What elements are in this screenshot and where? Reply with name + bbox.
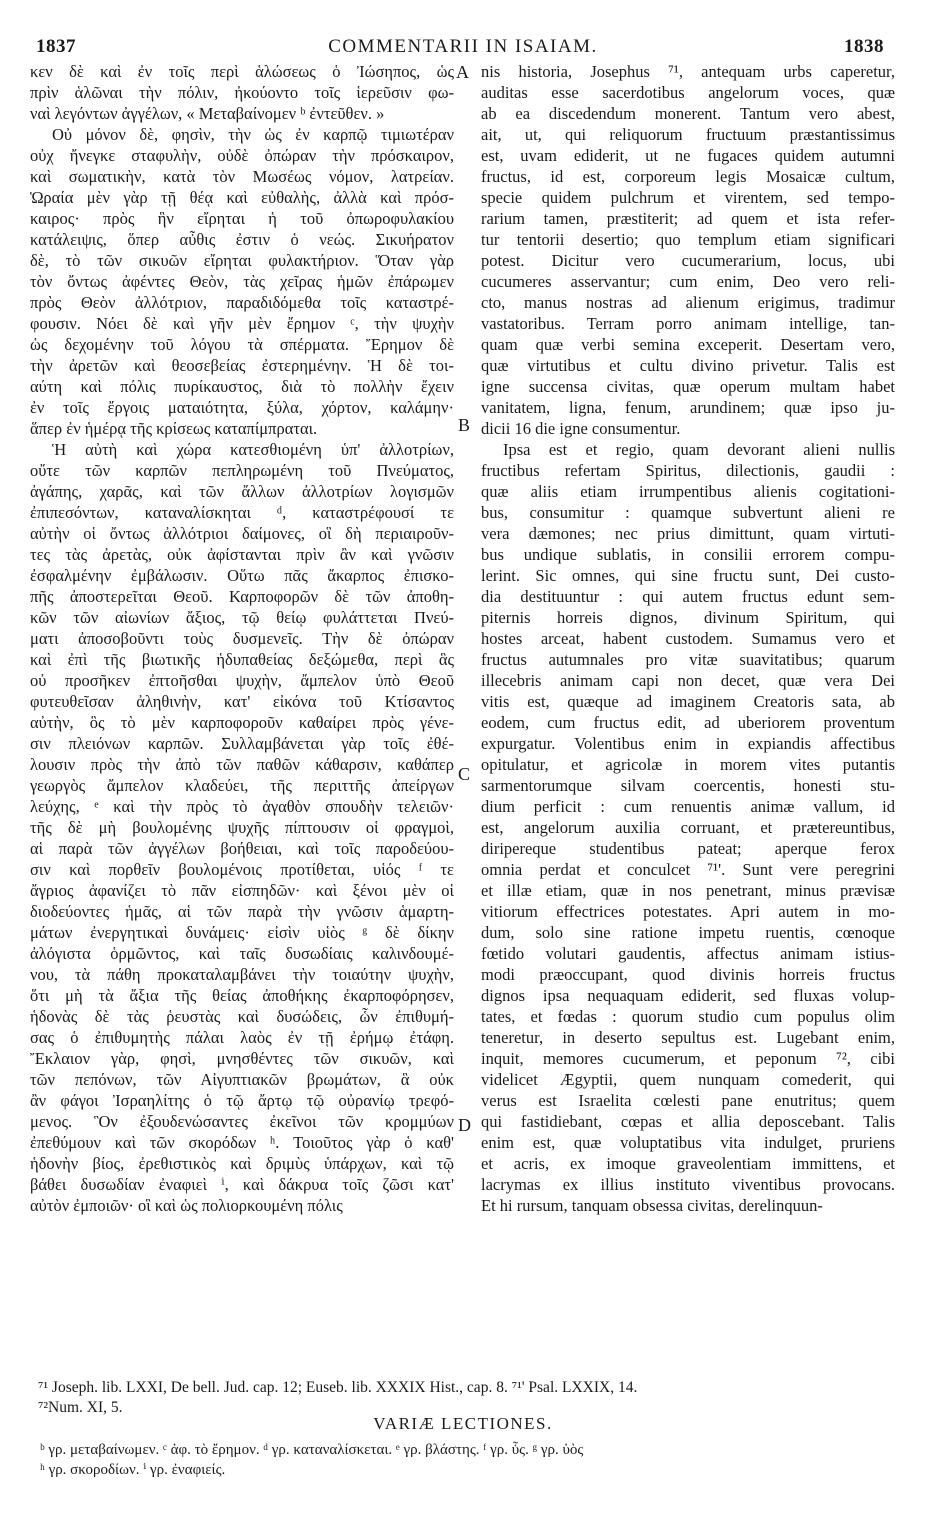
text-line: enim est, quæ voluptatibus vita indulget, pruriens [481, 1133, 895, 1152]
text-line: fœtido volutari gaudentis, affectus animam istius- [481, 944, 895, 963]
text-line: et illæ etiam, quæ in nos penetrant, minus prævisæ [481, 881, 895, 900]
text-line: quæ aliis etiam irrumpentibus alienis cogitationi- [481, 482, 895, 501]
text-line: πρὶν ἁλῶναι τὴν πόλιν, ἠκούοντο τοῖς ἱερεῦσιν φω- [30, 83, 454, 102]
text-line: πρὸς Θεὸν ἀλλότριον, παραδιδόμεθα τοῖς καταστρέ- [30, 293, 454, 312]
text-line: verus est Israelita cœlesti pane enutritus; quem [481, 1091, 895, 1110]
text-line: Ἔκλαιον γὰρ, φησὶ, μνησθέντες τῶν σικυῶν, καὶ [30, 1049, 454, 1068]
text-line: lacrymas ex illius instituto viventibus provocans. [481, 1175, 895, 1194]
text-line: αύτη καὶ πόλις πυρίκαυστος, διὰ τὸ πολλὴν ἔχειν [30, 377, 454, 396]
text-line: ματι ἀποσοβοῦντι τοὺς δυσμενεῖς. Τὴν δὲ ὀπώραν [30, 629, 454, 648]
variant-line: ʰ γρ. σκοροδίων. ⁱ γρ. ἐναφιείς. [40, 1462, 226, 1478]
text-line: vera dæmones; nec prius dimittunt, quam virtuti- [481, 524, 895, 543]
text-line: Ἡ αὐτὴ καὶ χώρα κατεσθιομένη ὑπ' ἀλλοτρίων, [52, 440, 454, 459]
text-line: quam quæ verbi semina exceperit. Desertam vero, [481, 335, 895, 354]
text-line: καὶ σωματικὴν, κατὰ τὸν Μωσέως νόμον, λατρείαν. [30, 167, 454, 186]
margin-marker-a: A [456, 62, 469, 82]
text-line: nis historia, Josephus ⁷¹, antequam urbs caperetur, [481, 62, 895, 81]
text-line: dicii 16 die igne consumentur. [481, 419, 681, 438]
text-line: τὸν ὄντως ἀφέντες Θεὸν, τὰς χεῖρας ἡμῶν ἐπάρωμεν [30, 272, 454, 291]
text-line: Et hi rursum, tanquam obsessa civitas, derelinquun- [481, 1196, 823, 1215]
text-line: teneretur, in deserto sepultus est. Lugebant enim, [481, 1028, 895, 1047]
text-line: bus undique sublatis, in consilii errorem compu- [481, 545, 895, 564]
text-line: videlicet Ægyptii, quem nunquam comederit, qui [481, 1070, 895, 1089]
text-line: ἡδονὰς δὲ τὰς ῥευστὰς καὶ δυσώδεις, ὧν ἐπιθυμή- [30, 1007, 454, 1026]
text-line: ait, ut, qui reliquorum fructuum præstantissimus [481, 125, 895, 144]
text-line: ἐπεθύμουν καὶ τῶν σκορόδων ʰ. Τοιοῦτος γὰρ ὁ καθ' [30, 1133, 454, 1152]
variae-lectiones [40, 1440, 896, 1480]
text-line: fructus autumnales pro vitæ suavitatibus; quarum [481, 650, 895, 669]
text-line: specie quidem pulchrum et virentem, sed tempo- [481, 188, 895, 207]
text-line: qui fastidiebant, cœpas et allia deposcebant. Talis [481, 1112, 895, 1131]
footnote-line: ⁷¹ Joseph. lib. LXXI, De bell. Jud. cap. 12; Euseb. lib. XXXIX Hist., cap. 8. ⁷¹' Psal. LXXIX, 14. [38, 1379, 638, 1396]
text-line: piternis horreis dignos, divinum Spiritum, qui [481, 608, 895, 627]
text-line: eodem, cum fructus edit, ad uberiorem proventum [481, 713, 895, 732]
text-line: dum, solo sine ratione impetu ruentis, cœnoque [481, 923, 895, 942]
text-line: inquit, memores cucumerum, et peponum ⁷², cibi [481, 1049, 895, 1068]
text-line: lerint. Sic omnes, qui sine fructu sunt, Dei custo- [481, 566, 895, 585]
text-line: δὲ, τὸ τῶν σικυῶν εἴρηται φυλακτήριον. Ὅταν γὰρ [30, 251, 454, 270]
text-line: τῆς δὲ μὴ βουλομένης ψυχῆς πίπτουσιν οἱ φραγμοὶ, [30, 818, 454, 837]
text-line: σιν καὶ πορθεῖν βουλομένοις προτίθεται, υἱός ᶠ τε [30, 860, 454, 879]
text-line: νου, τὰ πάθη προκαταλαμβάνει τὴν τοιαύτην ψυχὴν, [30, 965, 454, 984]
text-line: sarmentorumque silvam coercentis, honesti stu- [481, 776, 895, 795]
text-line: λουσιν πρὸς τὴν ἀπὸ τῶν παθῶν κάθαρσιν, καθάπερ [30, 755, 454, 774]
text-line: tur tentorii desertio; quo templum etiam significari [481, 230, 895, 249]
text-line: σιν πλειόνων καρπῶν. Συλλαμβάνεται γὰρ τοῖς ἐθέ- [30, 734, 454, 753]
text-line: οὐχ ἤνεγκε σταφυλὴν, οὐδὲ ὀπώραν τὴν πρόσκαιρον, [30, 146, 454, 165]
footnote-line: ⁷²Num. XI, 5. [38, 1399, 123, 1416]
text-line: αὐτὴν, ὃς τὸ μὲν καρποφοροῦν καθαίρει πρὸς γένε- [30, 713, 454, 732]
running-title: COMMENTARII IN ISAIAM. [328, 36, 598, 57]
text-line: μενος. Ὃν ἐξουδενώσαντες ἐκεῖνοι τῶν κρομμύων [30, 1112, 454, 1131]
text-line: auditas esse sacerdotibus angelorum voces, quæ [481, 83, 895, 102]
text-line: διοδεύοντες ἡμᾶς, αἱ τῶν παρὰ τὴν γνῶσιν ἁμαρτη- [30, 902, 454, 921]
text-line: illecebris animam capi non decet, quæ vera Dei [481, 671, 895, 690]
text-line: fructibus refertam Spiritus, dilectionis, gaudii : [481, 461, 895, 480]
page-number-left: 1837 [36, 36, 76, 57]
text-line: μάτων ἐνεργητικαὶ δυνάμεις· εἰσὶν υἱὸς ᵍ δὲ δίκην [30, 923, 454, 942]
variant-line: ᵇ γρ. μεταβαίνωμεν. ᶜ ἀφ. τὸ ἔρημον. ᵈ γρ. καταναλίσκεται. ᵉ γρ. βλάστης. ᶠ γρ. ὗς. ᵍ γρ. ὑὸς [40, 1442, 584, 1458]
text-line: αὐτὴν οἱ ὄντως ἀλλότριοι δαίμονες, οἳ δὴ περιαιροῦν- [30, 524, 454, 543]
text-line: ἀλόγιστα ὁρμῶντος, καὶ ταῖς δυσωδίαις καλινδουμέ- [30, 944, 454, 963]
text-line: ἐπιπεσόντων, καταναλίσκηται ᵈ, καταστρέφουσί τε [30, 503, 454, 522]
text-line: ἂν φάγοι Ἰσραηλίτης ὁ τῷ ἄρτῳ τῷ οὐρανίῳ τρεφό- [30, 1091, 454, 1110]
text-line: cucumeres asservantur; cum enim, Deo vero reli- [481, 272, 895, 291]
text-line: bus, consumitur : quamque subvertunt alieni re [481, 503, 895, 522]
text-line: κεν δὲ καὶ ἐν τοῖς περὶ ἁλώσεως ὁ Ἰώσηπος, ὡς [30, 62, 454, 81]
footnotes [38, 1378, 896, 1418]
text-line: ἄγριος ἀφανίζει τὸ πᾶν εἰσπηδῶν· καὶ ξένοι μὲν οἱ [30, 881, 454, 900]
text-line: cto, manus nostras ad alienum erigimus, tradimur [481, 293, 895, 312]
text-line: omnia perdat et conculcet ⁷¹'. Sunt vere peregrini [481, 860, 895, 879]
text-line: et acris, ex imoque graveolentiam immittens, et [481, 1154, 895, 1173]
text-line: ἅπερ ἐν ἡμέρᾳ τῆς κρίσεως καταπίμπραται. [30, 419, 318, 438]
text-line: dium perficit : cum renuentis animæ vallum, id [481, 797, 895, 816]
text-line: σας ὁ ἐπιθυμητὴς πάλαι λαὸς ἐν τῇ ἐρήμῳ ἐτάφη. [30, 1028, 454, 1047]
latin-text-column [481, 61, 895, 1216]
text-line: ὡς δεχομένην τοῦ λόγου τὰ σπέρματα. Ἔρημον δὲ [30, 335, 454, 354]
text-line: quæ virtutibus et cultu divino privetur. Talis est [481, 356, 895, 375]
text-line: est, uvam ediderit, ut ne fugaces quidem autumni [481, 146, 895, 165]
text-line: τῶν πεπόνων, τῶν Αἰγυπτιακῶν βρωμάτων, ἃ οὐκ [30, 1070, 454, 1089]
text-line: οὐ προσῆκεν ἐπτοῆσθαι ψυχὴν, ἄμπελον ὑπὸ Θεοῦ [30, 671, 454, 690]
text-line: hostes arceat, habent custodem. Sumamus vero et [481, 629, 895, 648]
text-line: ἡδονὴν βίος, ἐρεθιστικὸς καὶ δριμὺς ὑπάρχων, καὶ τῷ [30, 1154, 454, 1173]
text-line: rarium tamen, præstiterit; ad quem et ista refer- [481, 209, 895, 228]
text-line: ἀγάπης, χαρᾶς, καὶ τῶν ἄλλων ἀλλοτρίων λογισμῶν [30, 482, 454, 501]
text-line: κατάλειψις, ὅπερ αὖθις ἐστιν ὁ νεώς. Σικυήρατον [30, 230, 454, 249]
text-line: καιρος· πρὸς ἣν εἴρηται ἡ τοῦ ὀπωροφυλακίου [30, 209, 454, 228]
text-line: φουσιν. Νόει δὲ καὶ γῆν μὲν ἔρημον ᶜ, τὴν ψυχὴν [30, 314, 454, 333]
text-line: Ὡραία μὲν γὰρ τῇ θέᾳ καὶ εὐθαλὴς, ἀλλὰ καὶ πρόσ- [30, 188, 454, 207]
text-line: vitis est, quæque ad imaginem Creatoris sata, ab [481, 692, 895, 711]
text-line: ἐσφαλμένην ἐμβάλωσιν. Οὕτω πᾶς ἄκαρπος ἐπισκο- [30, 566, 454, 585]
text-line: τὴν ἀρετῶν καὶ θεοσεβείας ἐστερημένην. Ἡ δὲ τοι- [30, 356, 454, 375]
text-line: potest. Dicitur vero cucumerarium, locus, ubi [481, 251, 895, 270]
text-line: γεωργὸς ἄμπελον κλαδεύει, τῆς περιττῆς ἀπείργων [30, 776, 454, 795]
text-line: αἱ παρὰ τῶν ἀγγέλων βοήθειαι, καὶ τοῖς παροδεύου- [30, 839, 454, 858]
text-line: λεύχης, ᵉ καὶ τὴν πρὸς τὸ ἀγαθὸν σπουδὴν τελειῶν· [30, 797, 454, 816]
margin-marker-d: D [458, 1115, 471, 1135]
text-line: opitulatur, et agricolæ in morem vites putantis [481, 755, 895, 774]
margin-marker-c: C [458, 764, 471, 784]
text-line: αὐτὸν ἐμποιῶν· οἳ καὶ ὡς πολιορκουμένη πόλις [30, 1196, 343, 1215]
text-line: est, angelorum auxilia corruant, et prætereuntibus, [481, 818, 895, 837]
text-line: τες τὰς ἀρετὰς, οὐκ ἀφίστανται πρὶν ἂν καὶ γνῶσιν [30, 545, 454, 564]
text-line: dignos ipsa nequaquam ediderit, sed fluxas volup- [481, 986, 895, 1005]
text-line: diripereque studentibus pateat; aperque ferox [481, 839, 895, 858]
text-line: tates, et fœdas : quorum studio cum populus olim [481, 1007, 895, 1026]
text-line: Οὐ μόνον δὲ, φησὶν, τὴν ὡς ἐν καρπῷ τιμιωτέραν [52, 125, 454, 144]
text-line: vitiorum effectrices potestates. Apri autem in mo- [481, 902, 895, 921]
page-header [0, 0, 926, 60]
margin-marker-b: B [458, 415, 471, 435]
text-line: βάθει δυσωδίαν ἐναφιεὶ ⁱ, καὶ δάκρυα τοῖς ζῶσι κατ' [30, 1175, 454, 1194]
text-line: dia destituuntur : qui autem fructus edunt sem- [481, 587, 895, 606]
text-line: φυτευθεῖσαν ἀληθινὴν, κατ' εἰκόνα τοῦ Κτίσαντος [30, 692, 454, 711]
text-line: ἐν τοῖς ἔργοις ματαιότητα, ξύλα, χόρτον, καλάμην· [30, 398, 454, 417]
variae-lectiones-title: VARIÆ LECTIONES. [373, 1414, 553, 1433]
text-line: ab ea discedendum monerent. Tantum vero abest, [481, 104, 895, 123]
text-line: οὔτε τῶν καρπῶν πεπληρωμένη τοῦ Πνεύματος, [30, 461, 454, 480]
text-line: vastatoribus. Terram porro animam intellige, tan- [481, 314, 895, 333]
text-line: ναὶ λεγόντων ἀγγέλων, « Μεταβαίνομεν ᵇ ἐντεῦθεν. » [30, 104, 385, 123]
text-line: ὅτι μὴ τὰ ἄξια τῆς θείας ἀποθήκης ἐκαρποφόρησεν, [30, 986, 454, 1005]
text-line: expurgatur. Volentibus enim in expiandis affectibus [481, 734, 895, 753]
page-number-right: 1838 [844, 36, 884, 57]
text-line: Ipsa est et regio, quam devorant alieni nullis [503, 440, 895, 459]
text-line: vanitatem, ligna, fenum, arundinem; quæ ipso ju- [481, 398, 895, 417]
text-line: πῆς ἀποστερεῖται Θεοῦ. Καρποφορῶν δὲ τῶν ἀποθη- [30, 587, 454, 606]
text-line: igne succensa civitas, quæ operum multam habet [481, 377, 895, 396]
text-line: fructus, id est, corporeum legis Mosaicæ cultum, [481, 167, 895, 186]
text-line: modi præoccupant, quod divinis horreis fructus [481, 965, 895, 984]
text-line: καὶ ἐπὶ τῆς βιωτικῆς ἡδυπαθείας δεξώμεθα, περὶ ἃς [30, 650, 454, 669]
text-line: κῶν τῶν αἰωνίων ἄξιος, τῷ θείῳ φυλάττεται Πνεύ- [30, 608, 454, 627]
greek-text-column [30, 61, 454, 1216]
